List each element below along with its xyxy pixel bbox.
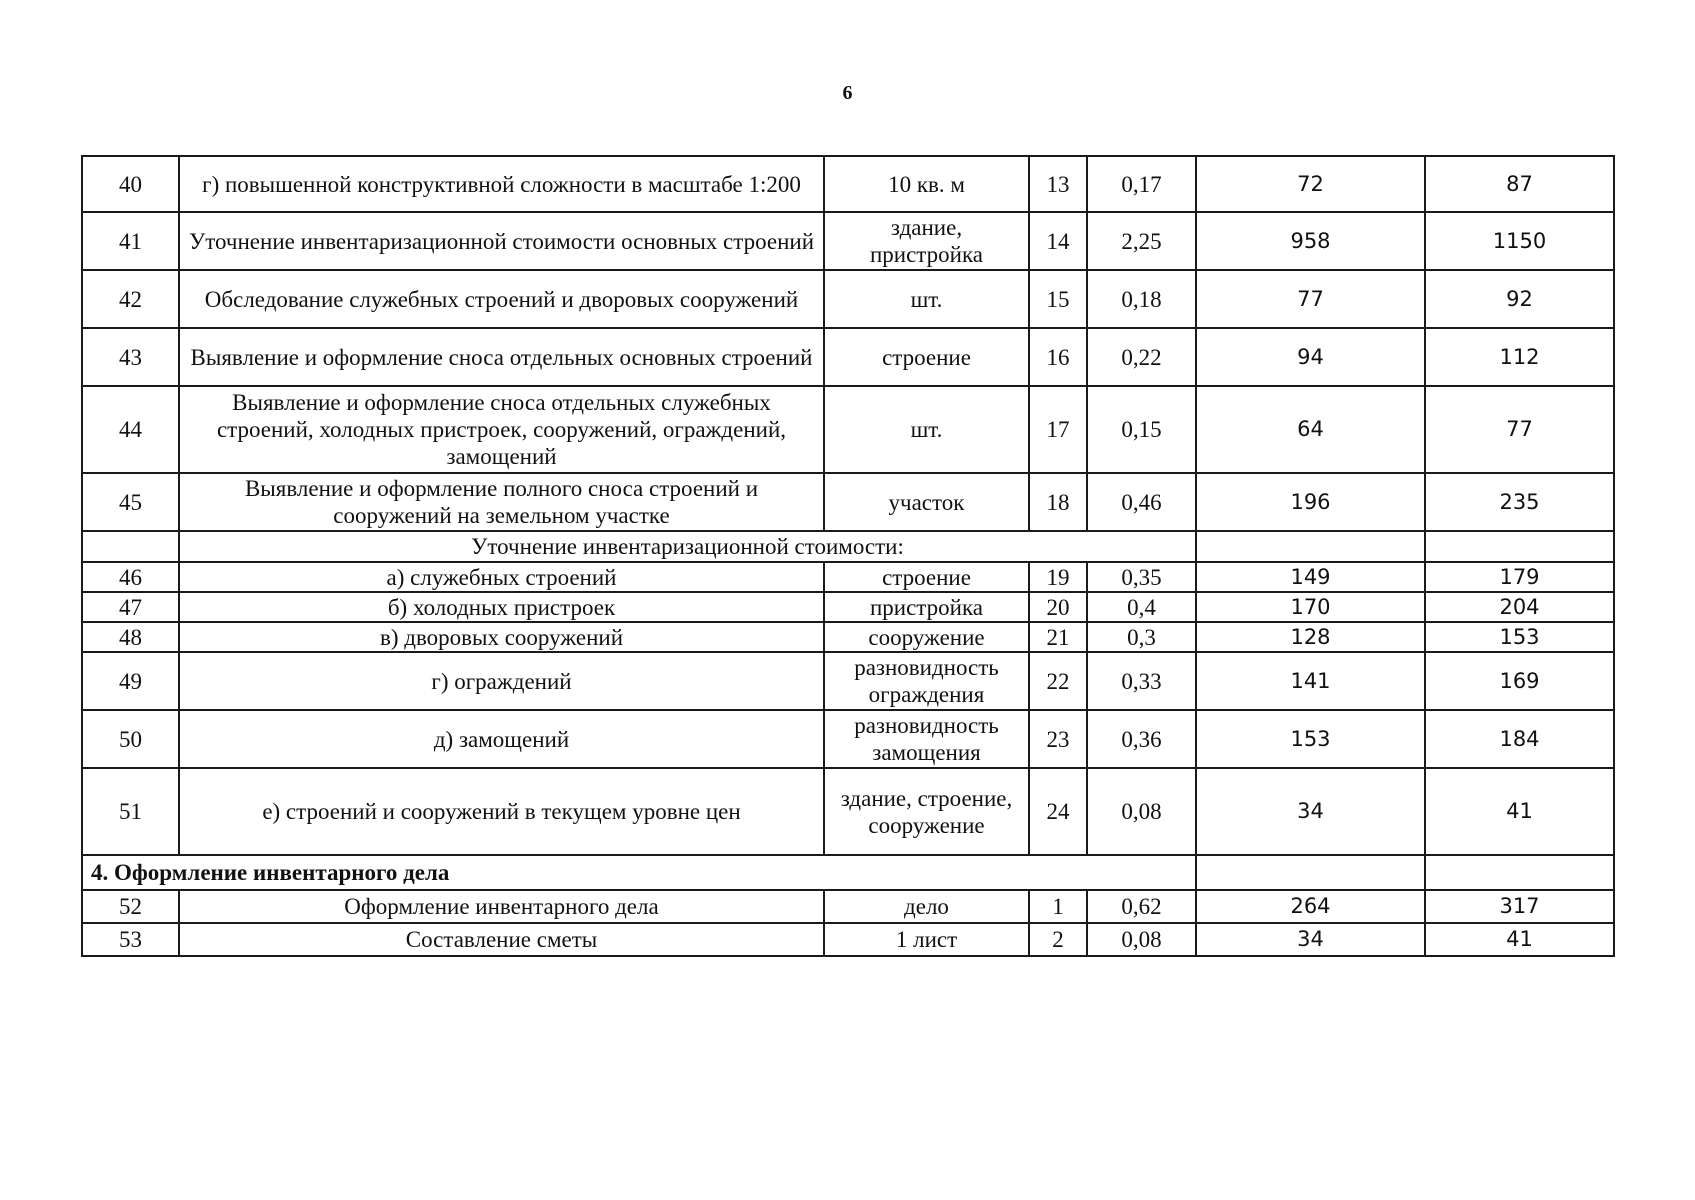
row-unit: строение bbox=[824, 562, 1029, 592]
row-coefficient: 2,25 bbox=[1087, 212, 1196, 270]
table-row bbox=[82, 652, 1614, 710]
row-unit: участок bbox=[824, 473, 1029, 531]
row-coefficient: 0,17 bbox=[1087, 156, 1196, 212]
row-price-1: 64 bbox=[1196, 386, 1425, 473]
table-row bbox=[82, 923, 1614, 956]
row-number: 43 bbox=[82, 328, 179, 386]
subheader-row bbox=[82, 531, 1614, 562]
row-description: д) замощений bbox=[179, 710, 824, 768]
table-row bbox=[82, 562, 1614, 592]
row-description: Оформление инвентарного дела bbox=[179, 890, 824, 923]
row-unit: строение bbox=[824, 328, 1029, 386]
row-coefficient: 0,35 bbox=[1087, 562, 1196, 592]
row-price-2: 112 bbox=[1425, 328, 1614, 386]
section-row bbox=[82, 855, 1614, 890]
row-price-1: 72 bbox=[1196, 156, 1425, 212]
table-row bbox=[82, 622, 1614, 652]
row-coefficient: 0,4 bbox=[1087, 592, 1196, 622]
row-code: 15 bbox=[1029, 270, 1087, 328]
row-price-2: 153 bbox=[1425, 622, 1614, 652]
row-price-1: 94 bbox=[1196, 328, 1425, 386]
row-code: 16 bbox=[1029, 328, 1087, 386]
row-number: 53 bbox=[82, 923, 179, 956]
price-table bbox=[81, 155, 1615, 957]
row-number: 51 bbox=[82, 768, 179, 855]
row-price-2: 235 bbox=[1425, 473, 1614, 531]
row-number: 46 bbox=[82, 562, 179, 592]
row-description: Выявление и оформление сноса отдельных служебных строений, холодных пристроек, сооружений, ограждений, замощений bbox=[179, 386, 824, 473]
row-unit: здание, строение, сооружение bbox=[824, 768, 1029, 855]
row-unit: разновидность ограждения bbox=[824, 652, 1029, 710]
row-price-2: 1150 bbox=[1425, 212, 1614, 270]
row-price-2: 41 bbox=[1425, 923, 1614, 956]
row-price-1: 170 bbox=[1196, 592, 1425, 622]
subheader-empty-cell bbox=[82, 531, 179, 562]
row-coefficient: 0,22 bbox=[1087, 328, 1196, 386]
subheader-empty-cell bbox=[1196, 531, 1425, 562]
row-price-2: 77 bbox=[1425, 386, 1614, 473]
row-description: г) ограждений bbox=[179, 652, 824, 710]
table-row bbox=[82, 710, 1614, 768]
row-number: 49 bbox=[82, 652, 179, 710]
row-price-1: 264 bbox=[1196, 890, 1425, 923]
row-coefficient: 0,62 bbox=[1087, 890, 1196, 923]
table-row bbox=[82, 592, 1614, 622]
row-code: 17 bbox=[1029, 386, 1087, 473]
row-price-1: 153 bbox=[1196, 710, 1425, 768]
table-row bbox=[82, 328, 1614, 386]
table-row bbox=[82, 473, 1614, 531]
row-code: 20 bbox=[1029, 592, 1087, 622]
row-price-1: 196 bbox=[1196, 473, 1425, 531]
row-price-1: 34 bbox=[1196, 768, 1425, 855]
row-description: Составление сметы bbox=[179, 923, 824, 956]
row-coefficient: 0,3 bbox=[1087, 622, 1196, 652]
row-unit: 10 кв. м bbox=[824, 156, 1029, 212]
row-coefficient: 0,08 bbox=[1087, 768, 1196, 855]
row-description: Уточнение инвентаризационной стоимости основных строений bbox=[179, 212, 824, 270]
row-description: в) дворовых сооружений bbox=[179, 622, 824, 652]
table-row bbox=[82, 768, 1614, 855]
row-number: 50 bbox=[82, 710, 179, 768]
row-description: Обследование служебных строений и дворовых сооружений bbox=[179, 270, 824, 328]
row-price-2: 41 bbox=[1425, 768, 1614, 855]
row-price-2: 87 bbox=[1425, 156, 1614, 212]
row-code: 14 bbox=[1029, 212, 1087, 270]
row-price-1: 149 bbox=[1196, 562, 1425, 592]
row-coefficient: 0,15 bbox=[1087, 386, 1196, 473]
row-number: 48 bbox=[82, 622, 179, 652]
row-unit: шт. bbox=[824, 270, 1029, 328]
section-title: 4. Оформление инвентарного дела bbox=[82, 855, 1196, 890]
row-number: 52 bbox=[82, 890, 179, 923]
row-code: 2 bbox=[1029, 923, 1087, 956]
row-number: 44 bbox=[82, 386, 179, 473]
row-coefficient: 0,18 bbox=[1087, 270, 1196, 328]
table-row bbox=[82, 212, 1614, 270]
row-unit: 1 лист bbox=[824, 923, 1029, 956]
row-code: 21 bbox=[1029, 622, 1087, 652]
table-row bbox=[82, 270, 1614, 328]
row-number: 42 bbox=[82, 270, 179, 328]
row-price-2: 317 bbox=[1425, 890, 1614, 923]
row-description: Выявление и оформление полного сноса строений и сооружений на земельном участке bbox=[179, 473, 824, 531]
row-price-1: 77 bbox=[1196, 270, 1425, 328]
row-code: 24 bbox=[1029, 768, 1087, 855]
row-coefficient: 0,33 bbox=[1087, 652, 1196, 710]
row-description: е) строений и сооружений в текущем уровне цен bbox=[179, 768, 824, 855]
table-row bbox=[82, 386, 1614, 473]
row-description: г) повышенной конструктивной сложности в масштабе 1:200 bbox=[179, 156, 824, 212]
row-description: б) холодных пристроек bbox=[179, 592, 824, 622]
row-price-2: 169 bbox=[1425, 652, 1614, 710]
section-empty-cell bbox=[1196, 855, 1425, 890]
table-row bbox=[82, 156, 1614, 212]
row-price-2: 204 bbox=[1425, 592, 1614, 622]
section-empty-cell bbox=[1425, 855, 1614, 890]
row-unit: дело bbox=[824, 890, 1029, 923]
row-code: 13 bbox=[1029, 156, 1087, 212]
row-number: 47 bbox=[82, 592, 179, 622]
row-code: 18 bbox=[1029, 473, 1087, 531]
row-number: 40 bbox=[82, 156, 179, 212]
row-code: 1 bbox=[1029, 890, 1087, 923]
subheader-empty-cell bbox=[1425, 531, 1614, 562]
row-code: 19 bbox=[1029, 562, 1087, 592]
row-description: а) служебных строений bbox=[179, 562, 824, 592]
row-price-1: 34 bbox=[1196, 923, 1425, 956]
row-coefficient: 0,08 bbox=[1087, 923, 1196, 956]
row-unit: сооружение bbox=[824, 622, 1029, 652]
row-coefficient: 0,46 bbox=[1087, 473, 1196, 531]
row-price-1: 128 bbox=[1196, 622, 1425, 652]
row-unit: пристройка bbox=[824, 592, 1029, 622]
page-number: 6 bbox=[842, 82, 853, 104]
row-unit: разновидность замощения bbox=[824, 710, 1029, 768]
row-unit: шт. bbox=[824, 386, 1029, 473]
table-row bbox=[82, 890, 1614, 923]
row-number: 45 bbox=[82, 473, 179, 531]
row-number: 41 bbox=[82, 212, 179, 270]
row-coefficient: 0,36 bbox=[1087, 710, 1196, 768]
row-code: 23 bbox=[1029, 710, 1087, 768]
row-code: 22 bbox=[1029, 652, 1087, 710]
row-price-2: 184 bbox=[1425, 710, 1614, 768]
subheader-title: Уточнение инвентаризационной стоимости: bbox=[179, 531, 1196, 562]
row-unit: здание, пристройка bbox=[824, 212, 1029, 270]
row-price-1: 958 bbox=[1196, 212, 1425, 270]
row-price-1: 141 bbox=[1196, 652, 1425, 710]
row-price-2: 92 bbox=[1425, 270, 1614, 328]
row-price-2: 179 bbox=[1425, 562, 1614, 592]
row-description: Выявление и оформление сноса отдельных основных строений bbox=[179, 328, 824, 386]
